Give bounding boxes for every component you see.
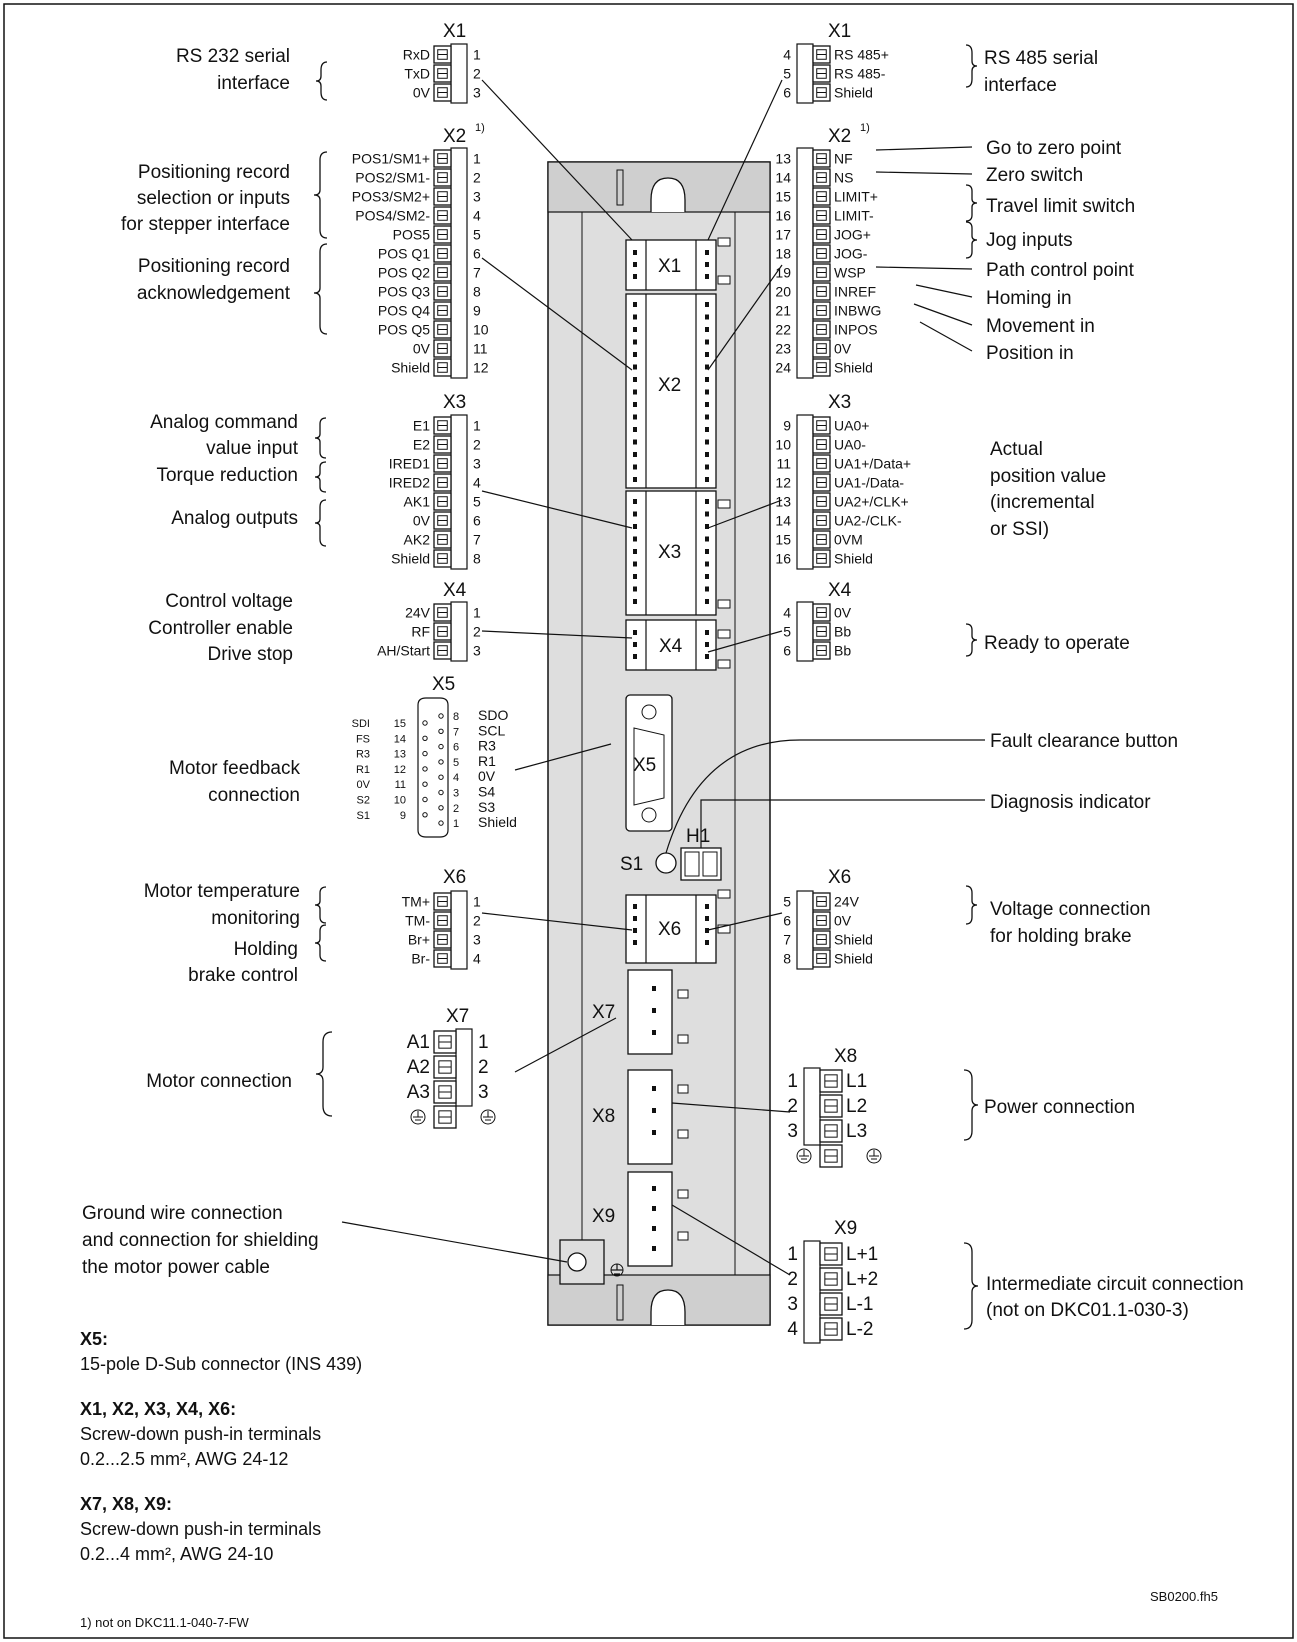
x8-terminal <box>787 1068 881 1167</box>
x5-dsub-connector <box>352 698 517 837</box>
pin-name: INREF <box>834 283 876 300</box>
pin-number: 11 <box>473 340 488 357</box>
torque-reduction-label: Torque reduction <box>156 465 298 486</box>
x5-pin-number: 11 <box>394 779 406 792</box>
slot-x5 <box>626 695 672 831</box>
x5-pin-name: SDI <box>351 718 370 730</box>
pin-number: 1 <box>787 1071 798 1093</box>
x5-pin-number: 15 <box>393 718 406 730</box>
pin-name: L1 <box>846 1071 868 1093</box>
pin-name: POS Q3 <box>377 283 430 300</box>
pin-number: 4 <box>473 207 481 224</box>
pin-number: 2 <box>787 1269 798 1291</box>
x5-pin-name: R1 <box>478 752 496 769</box>
ground-label: Ground wire connection <box>82 1203 283 1224</box>
x5-pin-number: 6 <box>453 741 460 754</box>
x5-pin-name: R3 <box>478 737 496 754</box>
x8-title: X8 <box>834 1046 858 1067</box>
pin-number: 4 <box>473 474 481 491</box>
pin-name: Bb <box>834 623 852 640</box>
pin-number: 4 <box>787 1319 798 1341</box>
voltage-brake-label: Voltage connection <box>990 899 1151 920</box>
homing-in-label: Homing in <box>986 288 1072 309</box>
pin-name: JOG+ <box>834 226 871 243</box>
motor-connection-label: Motor connection <box>146 1071 292 1092</box>
pin-number: 12 <box>775 474 791 491</box>
pin-name: UA0+ <box>834 417 870 434</box>
pin-name: RS 485- <box>834 65 886 82</box>
pin-name: UA0- <box>834 436 866 453</box>
intermediate-circuit-label: Intermediate circuit connection <box>986 1274 1244 1295</box>
pin-number: 20 <box>775 283 791 300</box>
controller-enable-label: Controller enable <box>148 618 293 639</box>
jog-inputs-label: Jog inputs <box>986 230 1073 251</box>
pin-number: 6 <box>473 245 481 262</box>
pin-number: 3 <box>787 1294 798 1316</box>
x5-pin-number: 12 <box>393 763 406 776</box>
pin-number: 13 <box>775 150 791 167</box>
slot-label-x2: X2 <box>658 375 682 396</box>
pin-name: A2 <box>406 1057 430 1079</box>
pin-name: Bb <box>834 642 852 659</box>
x5-pin-name: R1 <box>355 763 370 776</box>
pin-name: 0V <box>834 340 852 357</box>
pin-number: 7 <box>783 931 791 948</box>
x2-right-terminal <box>775 148 881 378</box>
pin-name: 0V <box>834 912 852 929</box>
pin-number: 3 <box>473 642 481 659</box>
slot-label-x9: X9 <box>592 1206 616 1227</box>
pin-number: 8 <box>473 550 481 567</box>
pin-number: 4 <box>783 604 791 621</box>
x1-rs485-terminal <box>783 44 889 103</box>
pin-number: 1 <box>473 893 481 910</box>
x5-pin-number: 9 <box>399 809 406 822</box>
pin-number: 19 <box>775 264 791 281</box>
x3-left-terminal <box>389 415 481 569</box>
voltage-brake-label-2: for holding brake <box>990 926 1132 947</box>
pin-number: 1 <box>787 1244 798 1266</box>
holding-brake-label-2: brake control <box>188 965 298 986</box>
control-voltage-label: Control voltage <box>165 591 293 612</box>
footnote: 1) not on DKC11.1-040-7-FW <box>80 1615 249 1630</box>
motor-feedback-label-2: connection <box>208 785 300 806</box>
note-x1x6-text: Screw-down push-in terminals <box>80 1424 322 1444</box>
x5-pin-number: 3 <box>453 787 460 800</box>
pin-name: INBWG <box>834 302 882 319</box>
pin-name: A3 <box>406 1082 430 1104</box>
x5-pin-name: SCL <box>478 722 506 739</box>
x6-left-title: X6 <box>443 867 467 888</box>
go-to-zero-label: Go to zero point <box>986 138 1122 159</box>
s1-label: S1 <box>620 854 644 875</box>
ground-label-3: the motor power cable <box>82 1257 270 1278</box>
pin-name: POS Q5 <box>377 321 430 338</box>
diagnosis-label: Diagnosis indicator <box>990 792 1151 813</box>
pin-name: UA2+/CLK+ <box>834 493 909 510</box>
x5-pin-name: 0V <box>356 779 370 792</box>
x5-pin-number: 8 <box>453 711 460 723</box>
pin-number: 5 <box>783 893 791 910</box>
pin-number: 6 <box>783 912 791 929</box>
note-x7x9-text-2: 0.2...4 mm², AWG 24-10 <box>80 1544 274 1564</box>
pin-number: 5 <box>783 623 791 640</box>
pin-name: LIMIT+ <box>834 188 878 205</box>
pin-number: 24 <box>775 359 791 376</box>
note-x5-text: 15-pole D-Sub connector (INS 439) <box>80 1354 363 1374</box>
x5-pin-name: SDO <box>478 707 509 723</box>
pin-name: Shield <box>391 359 430 376</box>
x5-pin-number: 1 <box>453 818 460 831</box>
pos-record-sel-label: Positioning record <box>137 162 290 183</box>
travel-limit-label: Travel limit switch <box>986 196 1136 217</box>
file-reference: SB0200.fh5 <box>1150 1589 1218 1604</box>
pin-name: NF <box>834 150 853 167</box>
actual-pos-label: Actual <box>990 439 1043 460</box>
pin-name: POS Q1 <box>377 245 430 262</box>
x6-right-terminal <box>783 891 873 969</box>
pin-name: POS2/SM1- <box>355 169 430 186</box>
pin-name: IRED1 <box>388 455 430 472</box>
slot-label-x4: X4 <box>659 636 683 657</box>
pin-name: Shield <box>391 550 430 567</box>
pin-name: POS4/SM2- <box>355 207 430 224</box>
actual-pos-label-4: or SSI) <box>990 519 1050 540</box>
pin-number: 3 <box>473 455 481 472</box>
note-x5-head: X5: <box>80 1329 109 1349</box>
pin-name: Br- <box>411 950 430 967</box>
pin-name: UA1-/Data- <box>834 474 905 491</box>
pin-number: 16 <box>775 550 791 567</box>
slot-x6 <box>626 895 716 963</box>
position-in-label: Position in <box>986 343 1074 364</box>
pin-name: Shield <box>834 931 873 948</box>
pin-name: 0V <box>412 84 430 101</box>
slot-x4 <box>626 620 716 670</box>
pin-name: POS1/SM1+ <box>351 150 430 167</box>
pin-number: 10 <box>775 436 791 453</box>
pin-number: 7 <box>473 264 481 281</box>
pin-number: 11 <box>776 455 791 472</box>
pin-name: E1 <box>412 417 430 434</box>
pin-name: AK2 <box>403 531 430 548</box>
x6-left-terminal <box>402 891 481 969</box>
pin-name: AH/Start <box>377 642 430 659</box>
motor-temp-label-2: monitoring <box>211 908 300 929</box>
pin-name: L3 <box>846 1121 868 1143</box>
x4-left-terminal <box>377 602 481 661</box>
ground-label-2: and connection for shielding <box>82 1230 319 1251</box>
x5-pin-name: FS <box>355 733 370 746</box>
pin-number: 5 <box>473 493 481 510</box>
h1-label: H1 <box>686 826 711 847</box>
pin-number: 3 <box>473 84 481 101</box>
notes <box>80 1329 1218 1630</box>
pin-name: LIMIT- <box>834 207 874 224</box>
pin-name: WSP <box>834 264 866 281</box>
holding-brake-label: Holding <box>233 939 298 960</box>
left-labels <box>82 46 319 1278</box>
x1-right-title: X1 <box>828 21 852 42</box>
actual-pos-label-2: position value <box>990 466 1107 487</box>
x5-pin-number: 2 <box>453 802 460 815</box>
x6-right-title: X6 <box>828 867 852 888</box>
pin-number: 5 <box>783 65 791 82</box>
pin-number: 9 <box>473 302 481 319</box>
pin-number: 2 <box>478 1057 489 1079</box>
pos-record-sel-label-3: for stepper interface <box>121 214 290 235</box>
pin-number: 21 <box>775 302 791 319</box>
pin-number: 14 <box>775 169 791 186</box>
pin-name: Shield <box>834 950 873 967</box>
slot-label-x5: X5 <box>633 755 657 776</box>
x5-title: X5 <box>432 674 456 695</box>
pin-number: 1 <box>473 417 481 434</box>
pin-number: 1 <box>478 1032 489 1054</box>
x4-left-title: X4 <box>443 580 467 601</box>
analog-outputs-label: Analog outputs <box>171 508 298 529</box>
fault-clearance-label: Fault clearance button <box>990 731 1179 752</box>
pin-number: 17 <box>775 226 791 243</box>
slot-label-x3: X3 <box>658 542 682 563</box>
pin-name: L+1 <box>846 1244 879 1266</box>
pin-name: POS Q2 <box>377 264 430 281</box>
slot-label-x1: X1 <box>658 256 682 277</box>
pin-name: RxD <box>402 46 430 63</box>
pin-number: 7 <box>473 531 481 548</box>
pin-name: POS Q4 <box>377 302 430 319</box>
rs485-label: RS 485 serial <box>984 48 1099 69</box>
x5-pin-name: S1 <box>356 809 370 822</box>
slot-label-x8: X8 <box>592 1106 616 1127</box>
slot-x2 <box>626 294 716 488</box>
pin-name: IRED2 <box>388 474 430 491</box>
x3-right-terminal <box>775 415 911 569</box>
pin-name: 0V <box>412 512 430 529</box>
x3-right-title: X3 <box>828 392 852 413</box>
x1-rs232-terminal <box>403 44 481 103</box>
right-labels <box>984 48 1244 1321</box>
pin-number: 6 <box>473 512 481 529</box>
pos-ack-label: Positioning record <box>137 256 290 277</box>
pin-number: 8 <box>473 283 481 300</box>
pin-name: JOG- <box>834 245 868 262</box>
x5-pin-number: 7 <box>453 726 460 739</box>
pin-name: UA2-/CLK- <box>834 512 902 529</box>
pin-name: UA1+/Data+ <box>834 455 912 472</box>
pin-number: 22 <box>775 321 791 338</box>
pin-number: 1 <box>473 150 481 167</box>
motor-temp-label: Motor temperature <box>143 881 300 902</box>
pin-number: 15 <box>775 531 791 548</box>
movement-in-label: Movement in <box>986 316 1095 337</box>
pin-number: 12 <box>473 359 489 376</box>
pin-number: 15 <box>775 188 791 205</box>
x7-terminal <box>407 1029 495 1128</box>
pin-name: NS <box>834 169 854 186</box>
x2-right-title: X2 <box>828 126 852 147</box>
pin-number: 4 <box>473 950 481 967</box>
pin-number: 4 <box>783 46 791 63</box>
pin-number: 2 <box>473 169 481 186</box>
pin-number: 1 <box>473 604 481 621</box>
note-x7x9-head: X7, X8, X9: <box>80 1494 173 1514</box>
pin-name: RF <box>411 623 430 640</box>
pin-name: AK1 <box>403 493 430 510</box>
analog-cmd-label: Analog command <box>150 412 298 433</box>
drive-stop-label: Drive stop <box>207 644 293 665</box>
path-control-label: Path control point <box>986 260 1134 281</box>
pin-name: Shield <box>834 359 873 376</box>
actual-pos-label-3: (incremental <box>990 492 1095 513</box>
pin-number: 16 <box>775 207 791 224</box>
x4-right-title: X4 <box>828 580 852 601</box>
x5-pin-name: R3 <box>355 748 370 761</box>
pin-name: 0V <box>834 604 852 621</box>
pin-number: 3 <box>787 1121 798 1143</box>
pin-name: INPOS <box>834 321 878 338</box>
pin-name: L+2 <box>846 1269 879 1291</box>
x5-pin-number: 10 <box>393 794 406 807</box>
x2-left-footnote: 1) <box>475 122 485 134</box>
pin-number: 2 <box>787 1096 798 1118</box>
pin-number: 2 <box>473 912 481 929</box>
x5-pin-name: 0V <box>478 768 496 785</box>
pin-name: 24V <box>834 893 859 910</box>
x2-left-title: X2 <box>443 126 467 147</box>
x5-pin-number: 14 <box>393 733 406 746</box>
motor-feedback-label: Motor feedback <box>169 758 300 779</box>
pin-name: RS 485+ <box>834 46 889 63</box>
pin-number: 2 <box>473 623 481 640</box>
pin-number: 14 <box>775 512 791 529</box>
pin-name: TxD <box>404 65 430 82</box>
pin-number: 9 <box>783 417 791 434</box>
x1-left-title: X1 <box>443 21 467 42</box>
pin-name: POS3/SM2+ <box>351 188 430 205</box>
x5-pin-name: S2 <box>356 794 370 807</box>
x5-pin-number: 5 <box>453 756 460 769</box>
pin-number: 10 <box>473 321 489 338</box>
pin-number: 6 <box>783 642 791 659</box>
x5-pin-number: 13 <box>393 748 406 761</box>
intermediate-circuit-label-2: (not on DKC01.1-030-3) <box>986 1300 1189 1321</box>
pin-name: POS5 <box>392 226 430 243</box>
rs232-label-2: interface <box>217 73 290 94</box>
note-x1x6-text-2: 0.2...2.5 mm², AWG 24-12 <box>80 1449 289 1469</box>
slot-x3 <box>626 491 716 615</box>
pin-number: 3 <box>473 188 481 205</box>
x9-title: X9 <box>834 1218 858 1239</box>
pin-number: 1 <box>473 46 481 63</box>
pos-ack-label-2: acknowledgement <box>136 283 290 304</box>
x9-terminal <box>787 1241 878 1343</box>
pin-name: L-2 <box>846 1319 874 1341</box>
pin-name: Shield <box>834 550 873 567</box>
pin-number: 3 <box>473 931 481 948</box>
rs232-label: RS 232 serial <box>175 46 290 67</box>
pin-number: 23 <box>775 340 791 357</box>
x5-pin-name: Shield <box>478 814 517 831</box>
x2-right-footnote: 1) <box>860 122 870 134</box>
ready-to-operate-label: Ready to operate <box>984 633 1130 654</box>
pin-number: 3 <box>478 1082 489 1104</box>
note-x7x9-text: Screw-down push-in terminals <box>80 1519 322 1539</box>
x5-pin-number: 4 <box>453 772 460 785</box>
x2-left-terminal <box>352 148 489 378</box>
pin-name: L-1 <box>846 1294 874 1316</box>
x7-title: X7 <box>446 1006 470 1027</box>
pin-name: TM- <box>405 912 430 929</box>
pin-name: E2 <box>412 436 430 453</box>
pin-number: 13 <box>775 493 791 510</box>
pin-name: 0VM <box>834 531 863 548</box>
note-x1x6-head: X1, X2, X3, X4, X6: <box>80 1399 237 1419</box>
pin-number: 18 <box>775 245 791 262</box>
pin-name: Shield <box>834 84 873 101</box>
x3-left-title: X3 <box>443 392 467 413</box>
pin-number: 8 <box>783 950 791 967</box>
x5-pin-name: S3 <box>478 798 496 815</box>
zero-switch-label: Zero switch <box>986 165 1084 186</box>
pin-name: 24V <box>405 604 430 621</box>
pin-name: 0V <box>412 340 430 357</box>
slot-label-x6: X6 <box>658 919 682 940</box>
power-connection-label: Power connection <box>984 1097 1136 1118</box>
pin-name: L2 <box>846 1096 868 1118</box>
pin-name: A1 <box>406 1032 430 1054</box>
pin-number: 6 <box>783 84 791 101</box>
rs485-label-2: interface <box>984 75 1057 96</box>
pin-number: 2 <box>473 65 481 82</box>
pin-number: 5 <box>473 226 481 243</box>
pin-name: TM+ <box>401 893 430 910</box>
x5-pin-name: S4 <box>478 783 496 800</box>
pin-number: 2 <box>473 436 481 453</box>
slot-label-x7: X7 <box>592 1002 616 1023</box>
analog-cmd-label-2: value input <box>206 438 298 459</box>
slot-x1 <box>626 240 716 290</box>
pin-name: Br+ <box>407 931 430 948</box>
x4-right-terminal <box>783 602 852 661</box>
pos-record-sel-label-2: selection or inputs <box>136 188 290 209</box>
